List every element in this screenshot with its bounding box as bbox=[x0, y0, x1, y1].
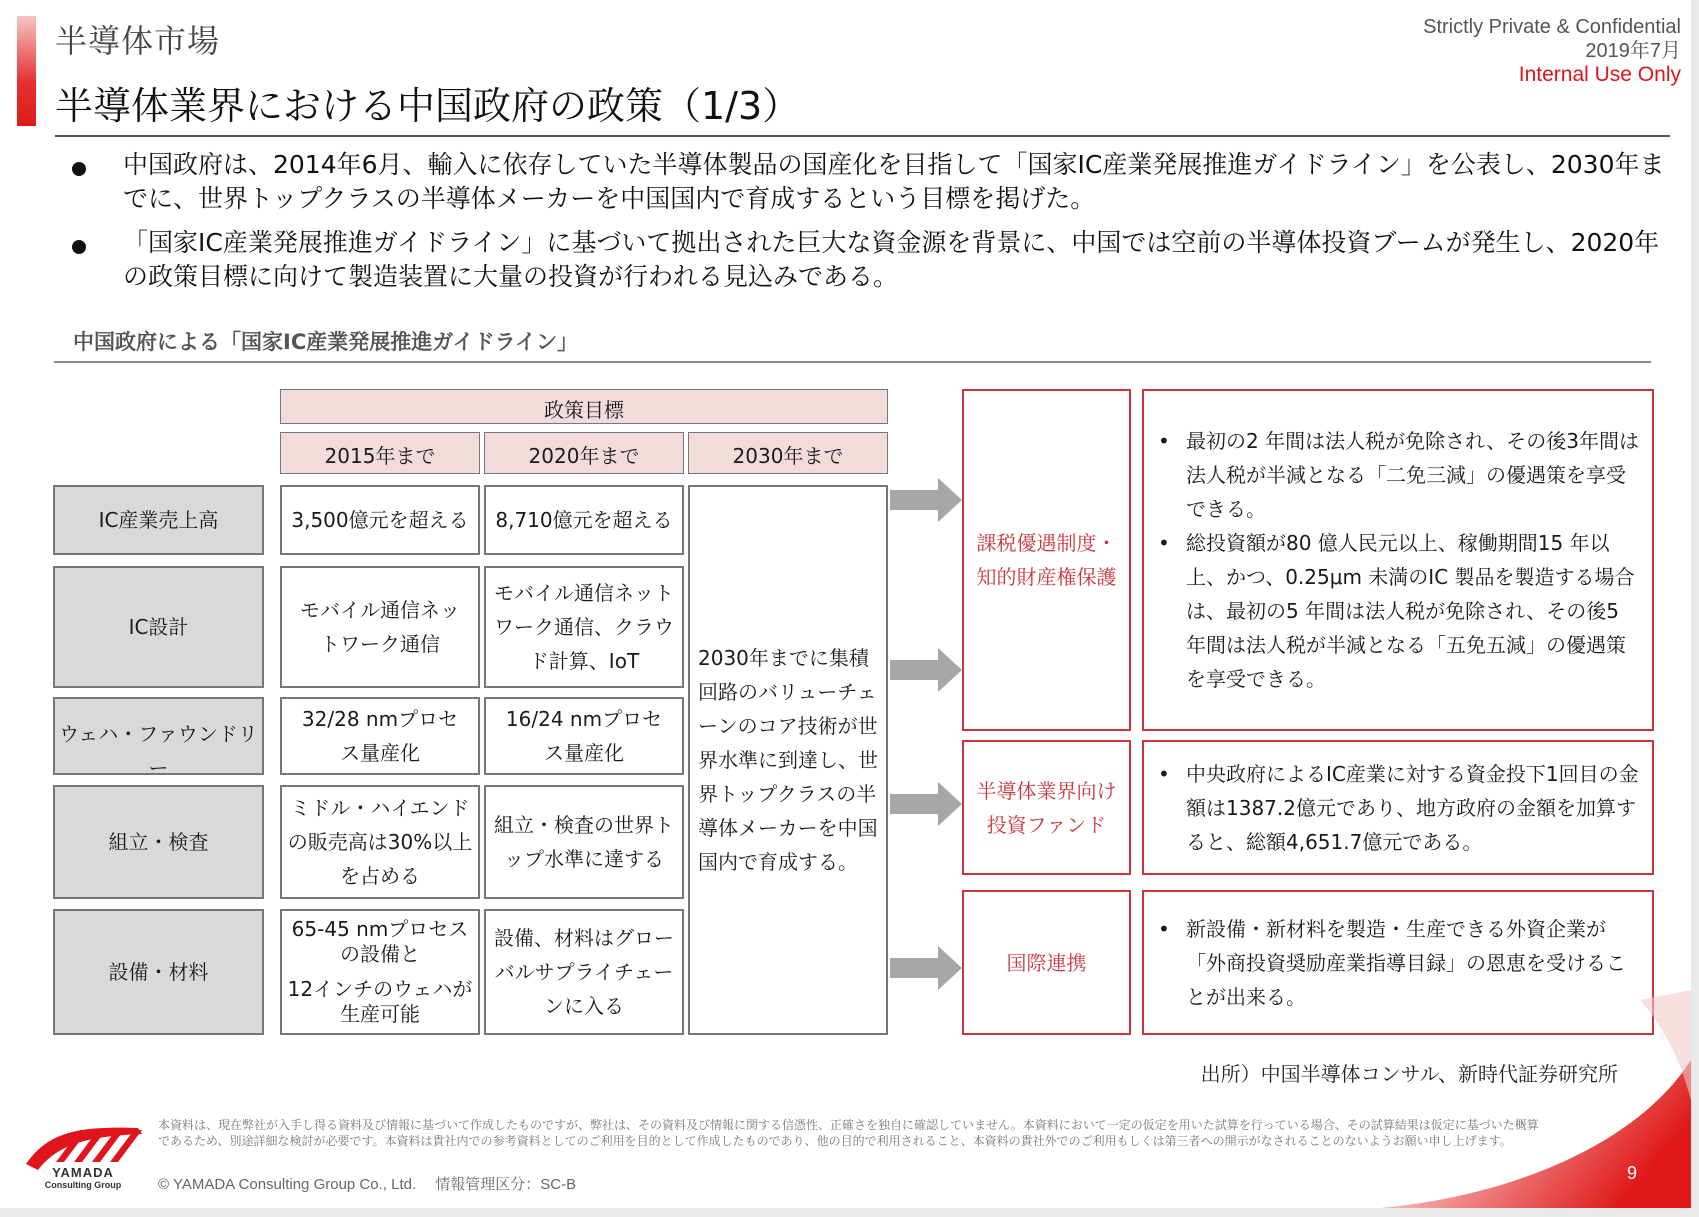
logo-line1: YAMADA bbox=[52, 1165, 114, 1180]
cell-2015-wafer-foundry: 32/28 nmプロセス量産化 bbox=[280, 697, 480, 775]
row-label-ic-design: IC設計 bbox=[53, 566, 264, 688]
bullet-marker: • bbox=[1158, 531, 1170, 555]
cell-2030-goal: 2030年までに集積回路のバリューチェーンのコア技術が世界水準に到達し、世界トップクラスの半導体メーカーを中国国内で育成する。 bbox=[688, 485, 888, 1035]
section-title: 中国政府による「国家IC産業発展推進ガイドライン」 bbox=[73, 330, 578, 354]
disclaimer-text: 本資料は、現在弊社が入手し得る資料及び情報に基づいて作成したものですが、弊社は、その資料及び情報に関する信憑性、正確さを独自に確認していません。本資料において一定の仮定を用いた試算を行っている場合、その試算結果は仮定に基づいた概算であるため、別途詳細な検討が必要です。本資料は貴社内での参考資料としてのご利用を目的として作成したものであり、他の目的で利用されること、本資料の貴社外でのご利用もしくは第三者への開示がなされることのないようお願い申し上げます。 bbox=[158, 1118, 1539, 1148]
internal-use-label: Internal Use Only bbox=[1518, 63, 1681, 86]
measure-point-text: 新設備・新材料を製造・生産できる外資企業が「外商投資奨励産業指導目録」の恩恵を受けることが出来る。 bbox=[1186, 916, 1626, 1009]
cell-2015-assembly-test: ミドル・ハイエンドの販売高は30%以上を占める bbox=[280, 785, 480, 899]
cell-2015-ic-design: モバイル通信ネットワーク通信 bbox=[280, 566, 480, 688]
bullet-marker: • bbox=[1158, 429, 1170, 453]
bullet-marker: • bbox=[1158, 916, 1170, 941]
measure-point-text: 総投資額が80 億人民元以上、稼働期間15 年以上、かつ、0.25μm 未満のIC 製品を製造する場合は、最初の5 年間は法人税が免除され、その後5 年間は法人税が半減となる「五免五減」の優遇策を享受できる。 bbox=[1186, 531, 1635, 691]
measure-title-intl-cooperation: 国際連携 bbox=[962, 890, 1131, 1035]
section-category: 半導体市場 bbox=[55, 22, 221, 60]
measure-title-investment-fund: 半導体業界向け投資ファンド bbox=[962, 740, 1131, 875]
col-header-2030: 2030年まで bbox=[688, 432, 888, 474]
logo-line2: Consulting Group bbox=[44, 1180, 122, 1190]
bullet-text: 中国政府は、2014年6月、輸入に依存していた半導体製品の国産化を目指して「国家IC産業発展推進ガイドライン」を公表し、2030年までに、世界トップクラスの半導体メーカーを中国国内で育成するという目標を掲げた。 bbox=[123, 150, 1665, 213]
row-label-ic-sales: IC産業売上高 bbox=[53, 485, 264, 555]
row-label-assembly-test: 組立・検査 bbox=[53, 785, 264, 899]
cell-2020-ic-sales: 8,710億元を超える bbox=[484, 485, 684, 555]
col-header-2015: 2015年まで bbox=[280, 432, 480, 474]
source-note: 出所）中国半導体コンサル、新時代証券研究所 bbox=[1200, 1062, 1618, 1086]
bullet-marker: • bbox=[1158, 761, 1170, 786]
cell-2020-assembly-test: 組立・検査の世界トップ水準に達する bbox=[484, 785, 684, 899]
row-label-equipment-materials: 設備・材料 bbox=[53, 909, 264, 1035]
col-header-2020: 2020年まで bbox=[484, 432, 684, 474]
measure-point-text: 中央政府によるIC産業に対する資金投下1回目の金額は1387.2億元であり、地方政府の金額を加算すると、総額4,651.7億元である。 bbox=[1186, 761, 1639, 854]
measure-point-text: 最初の2 年間は法人税が免除され、その後3年間は法人税が半減となる「二免三減」の優遇策を享受できる。 bbox=[1186, 429, 1640, 521]
date-label: 2019年7月 bbox=[1585, 40, 1681, 62]
measure-title-tax-ip: 課税優遇制度・知的財産権保護 bbox=[962, 389, 1131, 731]
cell-2015-equipment-line1: 65-45 nmプロセスの設備と bbox=[291, 917, 469, 966]
cell-2020-wafer-foundry: 16/24 nmプロセス量産化 bbox=[484, 697, 684, 775]
confidential-label: Strictly Private & Confidential bbox=[1423, 16, 1681, 38]
page-title: 半導体業界における中国政府の政策（1/3） bbox=[55, 84, 801, 128]
cell-2015-equipment-line2: 12インチのウェハが生産可能 bbox=[287, 977, 473, 1026]
policy-goal-header: 政策目標 bbox=[280, 389, 888, 424]
cell-2015-ic-sales: 3,500億元を超える bbox=[280, 485, 480, 555]
cell-2020-ic-design: モバイル通信ネットワーク通信、クラウド計算、IoT bbox=[484, 566, 684, 688]
page-number: 9 bbox=[1627, 1163, 1638, 1183]
logo-wordmark bbox=[18, 1165, 148, 1190]
row-label-wafer-foundry: ウェハ・ファウンドリー bbox=[53, 697, 264, 775]
copyright-text: © YAMADA Consulting Group Co., Ltd. 情報管理区分：SC-B bbox=[158, 1176, 577, 1193]
bullet-text: 「国家IC産業発展推進ガイドライン」に基づいて拠出された巨大な資金源を背景に、中国では空前の半導体投資ブームが発生し、2020年の政策目標に向けて製造装置に大量の投資が行われる見込みである。 bbox=[123, 228, 1660, 291]
cell-2020-equipment-materials: 設備、材料はグローバルサプライチェーンに入る bbox=[484, 909, 684, 1035]
